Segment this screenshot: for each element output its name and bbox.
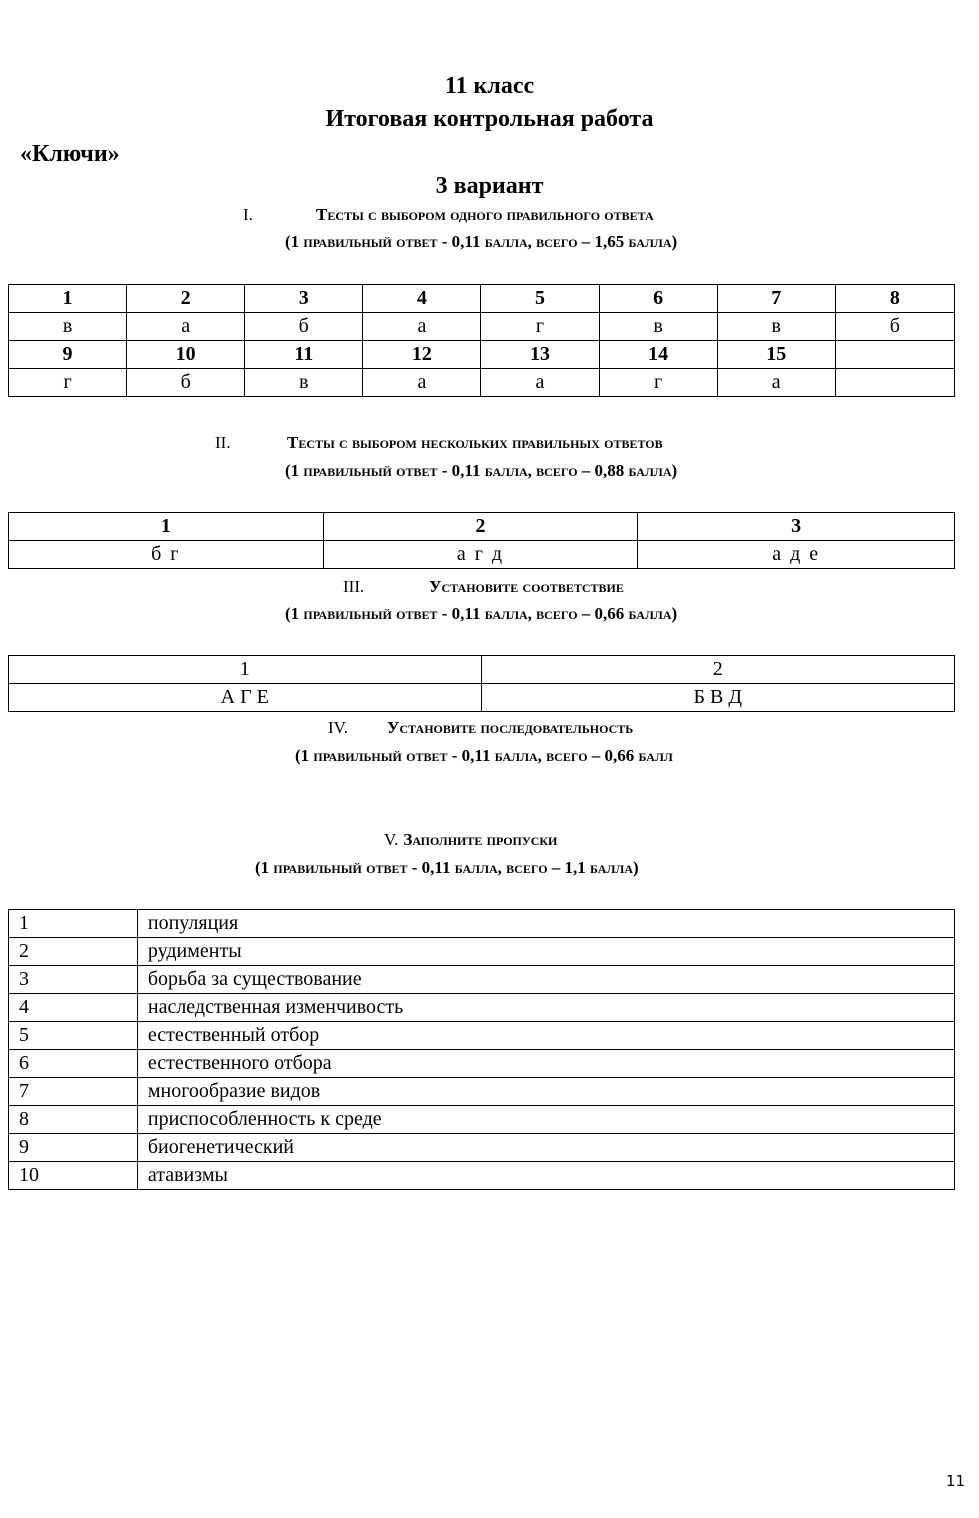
section2-table (8, 512, 955, 569)
question-number: 3 (638, 513, 955, 541)
question-number (835, 341, 954, 369)
section4-roman: IV. (328, 718, 348, 737)
question-number: 4 (363, 285, 481, 313)
question-number: 5 (481, 285, 599, 313)
row-number: 8 (9, 1106, 138, 1134)
table-row (9, 285, 955, 313)
answer-cell: а (717, 369, 835, 397)
section1-title: Тесты с выбором одного правильного ответа (316, 205, 654, 224)
answer-cell: приспособленность к среде (137, 1106, 954, 1134)
question-number: 2 (481, 656, 955, 684)
question-number: 7 (717, 285, 835, 313)
answer-cell: г (9, 369, 127, 397)
answer-cell: популяция (137, 910, 954, 938)
section2-heading (215, 432, 663, 454)
section3-heading (343, 576, 624, 598)
section2-roman: II. (215, 433, 231, 452)
question-number: 11 (245, 341, 363, 369)
answer-cell: а (481, 369, 599, 397)
row-number: 10 (9, 1162, 138, 1190)
table-row (9, 341, 955, 369)
answer-cell: многообразие видов (137, 1078, 954, 1106)
section3-table (8, 655, 955, 712)
row-number: 3 (9, 966, 138, 994)
table-row (9, 541, 955, 569)
section5-table (8, 909, 955, 1190)
row-number: 6 (9, 1050, 138, 1078)
question-number: 12 (363, 341, 481, 369)
row-number: 7 (9, 1078, 138, 1106)
answer-cell: А Г Е (9, 684, 482, 712)
table-row (9, 684, 955, 712)
section5-heading (384, 829, 557, 851)
table-row (9, 656, 955, 684)
row-number: 4 (9, 994, 138, 1022)
table-row (9, 1162, 955, 1190)
question-number: 2 (323, 513, 638, 541)
section4-heading (328, 717, 633, 739)
section3-title: Установите соответствие (429, 577, 624, 596)
table-row (9, 966, 955, 994)
answer-cell: б (835, 313, 954, 341)
row-number: 2 (9, 938, 138, 966)
table-row (9, 369, 955, 397)
section4-title: Установите последовательность (387, 718, 634, 737)
table-row (9, 910, 955, 938)
answer-cell: борьба за существование (137, 966, 954, 994)
answer-cell: биогенетический (137, 1134, 954, 1162)
question-number: 6 (599, 285, 717, 313)
table-row (9, 313, 955, 341)
answer-cell: а д е (638, 541, 955, 569)
table-row (9, 1106, 955, 1134)
work-title: Итоговая контрольная работа (325, 106, 654, 132)
section3-roman: III. (343, 577, 365, 596)
answer-cell: а г д (323, 541, 638, 569)
table-row (9, 513, 955, 541)
answer-cell: г (481, 313, 599, 341)
question-number: 1 (9, 513, 324, 541)
page-number: 11 (945, 1472, 965, 1490)
question-number: 10 (127, 341, 245, 369)
question-number: 1 (9, 285, 127, 313)
answer-cell: атавизмы (137, 1162, 954, 1190)
section5-points: (1 правильный ответ - 0,11 балла, всего – 1,1 балла) (255, 858, 639, 877)
answer-cell: а (363, 313, 481, 341)
row-number: 1 (9, 910, 138, 938)
answer-cell: б (245, 313, 363, 341)
answer-cell: рудименты (137, 938, 954, 966)
table-row (9, 1078, 955, 1106)
table-row (9, 938, 955, 966)
question-number: 3 (245, 285, 363, 313)
answer-cell: б г (9, 541, 324, 569)
answer-cell: наследственная изменчивость (137, 994, 954, 1022)
question-number: 14 (599, 341, 717, 369)
answer-cell: а (127, 313, 245, 341)
class-title: 11 класс (444, 73, 535, 99)
answer-cell: естественного отбора (137, 1050, 954, 1078)
section3-points: (1 правильный ответ - 0,11 балла, всего – 0,66 балла) (285, 604, 678, 623)
row-number: 5 (9, 1022, 138, 1050)
question-number: 2 (127, 285, 245, 313)
section4-points: (1 правильный ответ - 0,11 балла, всего – 0,66 балл (295, 746, 673, 765)
answer-cell: б (127, 369, 245, 397)
table-row (9, 1134, 955, 1162)
section5-title: Заполните пропуски (403, 830, 558, 849)
table-row (9, 1022, 955, 1050)
answer-cell: в (245, 369, 363, 397)
section5-roman: V. (384, 830, 399, 849)
row-number: 9 (9, 1134, 138, 1162)
answer-cell: в (717, 313, 835, 341)
section2-points: (1 правильный ответ - 0,11 балла, всего – 0,88 балла) (285, 461, 678, 480)
question-number: 9 (9, 341, 127, 369)
answer-cell: в (9, 313, 127, 341)
question-number: 15 (717, 341, 835, 369)
answer-cell: естественный отбор (137, 1022, 954, 1050)
section1-table (8, 284, 955, 397)
keys-label: «Ключи» (20, 141, 120, 167)
answer-cell (835, 369, 954, 397)
question-number: 1 (9, 656, 482, 684)
answer-cell: в (599, 313, 717, 341)
section1-points: (1 правильный ответ - 0,11 балла, всего – 1,65 балла) (285, 232, 678, 251)
answer-cell: а (363, 369, 481, 397)
section2-title: Тесты с выбором нескольких правильных ответов (287, 433, 663, 452)
table-row (9, 994, 955, 1022)
question-number: 13 (481, 341, 599, 369)
section1-heading (243, 204, 654, 226)
answer-cell: г (599, 369, 717, 397)
variant-title: 3 вариант (435, 173, 544, 199)
question-number: 8 (835, 285, 954, 313)
answer-cell: Б В Д (481, 684, 955, 712)
table-row (9, 1050, 955, 1078)
section1-roman: I. (243, 205, 253, 224)
